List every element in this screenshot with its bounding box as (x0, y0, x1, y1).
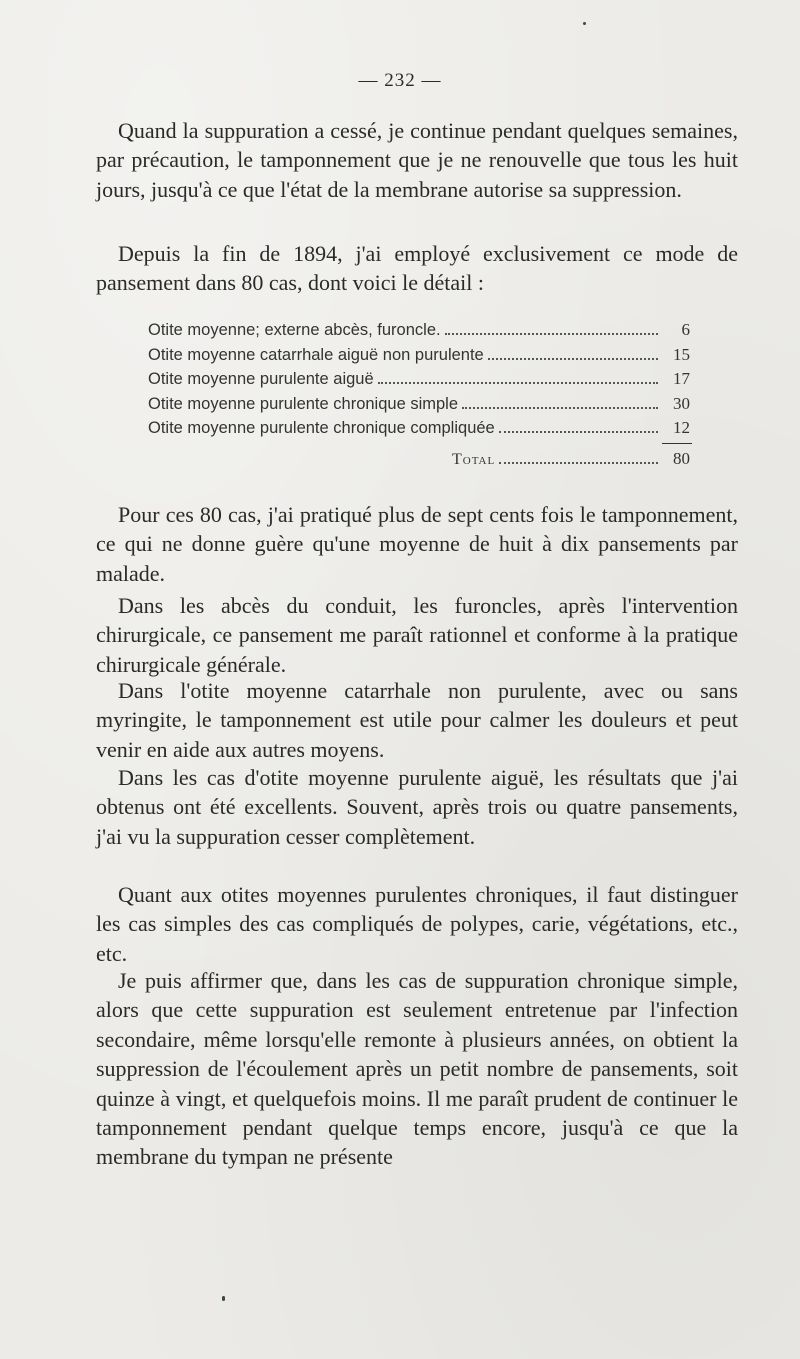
table-row-value: 30 (673, 393, 690, 413)
table-row (148, 369, 690, 394)
page-number: — 232 — (358, 70, 442, 91)
total-rule (662, 443, 692, 444)
leader-dots (378, 382, 658, 384)
table-row-label: Otite moyenne; externe abcès, furoncle. (148, 321, 441, 339)
paragraph-5 (96, 676, 738, 764)
leader-dots (445, 333, 658, 335)
paragraph-2 (96, 239, 738, 298)
leader-dots (462, 407, 658, 409)
paragraph-6-text: Dans les cas d'otite moyenne purulente aiguë, les résultats que j'ai obtenus ont été excellents. Souvent, après trois ou quatre pansements, j'ai vu la suppuration cesser complètement. (96, 765, 738, 849)
paragraph-1-text: Quand la suppuration a cessé, je continue pendant quelques semaines, par précaution, le tamponnement que je ne renouvelle que tous les huit jours, jusqu'à ce que l'état de la membrane autorise sa suppression. (96, 118, 738, 202)
table-row (148, 418, 690, 443)
table-row-label: Otite moyenne purulente aiguë (148, 370, 374, 389)
paragraph-1 (96, 116, 738, 204)
table-row-value: 6 (681, 320, 690, 339)
paragraph-8 (96, 966, 738, 1172)
paragraph-2-text: Depuis la fin de 1894, j'ai employé exclusivement ce mode de pansement dans 80 cas, dont voici le détail : (96, 241, 738, 296)
paragraph-3 (96, 500, 738, 588)
paragraph-7 (96, 880, 738, 968)
table-row-label: Otite moyenne purulente chronique simple (148, 394, 459, 413)
paragraph-4 (96, 591, 738, 679)
paragraph-4-text: Dans les abcès du conduit, les furoncles, après l'intervention chirurgicale, ce pansement me paraît rationnel et conforme à la pratique chirurgicale générale. (96, 593, 738, 677)
paragraph-7-text: Quant aux otites moyennes purulentes chroniques, il faut distinguer les cas simples des cas compliqués de polypes, carie, végétations, etc., etc. (96, 882, 738, 966)
table-row (148, 394, 690, 419)
table-row (148, 345, 690, 370)
total-row (148, 449, 690, 475)
table-row-label: Otite moyenne catarrhale aiguë non purulente (148, 345, 484, 364)
ink-speck (222, 1296, 225, 1301)
leader-dots (488, 358, 658, 360)
total-label: Total (452, 450, 496, 468)
total-value: 80 (673, 448, 690, 468)
paragraph-5-text: Dans l'otite moyenne catarrhale non purulente, avec ou sans myringite, le tamponnement est utile pour calmer les douleurs et peut venir en aide aux autres moyens. (96, 678, 738, 762)
leader-dots (499, 431, 658, 433)
paragraph-8-text: Je puis affirmer que, dans les cas de suppuration chronique simple, alors que cette suppuration est seulement entretenue par l'infection secondaire, même lorsqu'elle remonte à plusieurs années, on obtient la suppression de l'écoulement après un petit nombre de pansements, soit quinze à vingt, et quelquefois moins. Il me paraît prudent de continuer le tamponnement pendant quelque temps encore, jusqu'à ce que la membrane du tympan ne présente (96, 968, 738, 1170)
leader-dots (499, 462, 658, 464)
table-row-value: 15 (673, 344, 690, 364)
table-row-value: 12 (673, 418, 690, 438)
table-row-value: 17 (673, 369, 690, 389)
table-row-label: Otite moyenne purulente chronique compliquée (148, 419, 495, 438)
ink-speck (583, 22, 586, 25)
paragraph-6 (96, 763, 738, 851)
case-table (148, 320, 690, 475)
table-row (148, 320, 690, 345)
paragraph-3-text: Pour ces 80 cas, j'ai pratiqué plus de sept cents fois le tamponnement, ce qui ne donne guère qu'une moyenne de huit à dix pansements par malade. (96, 502, 738, 586)
